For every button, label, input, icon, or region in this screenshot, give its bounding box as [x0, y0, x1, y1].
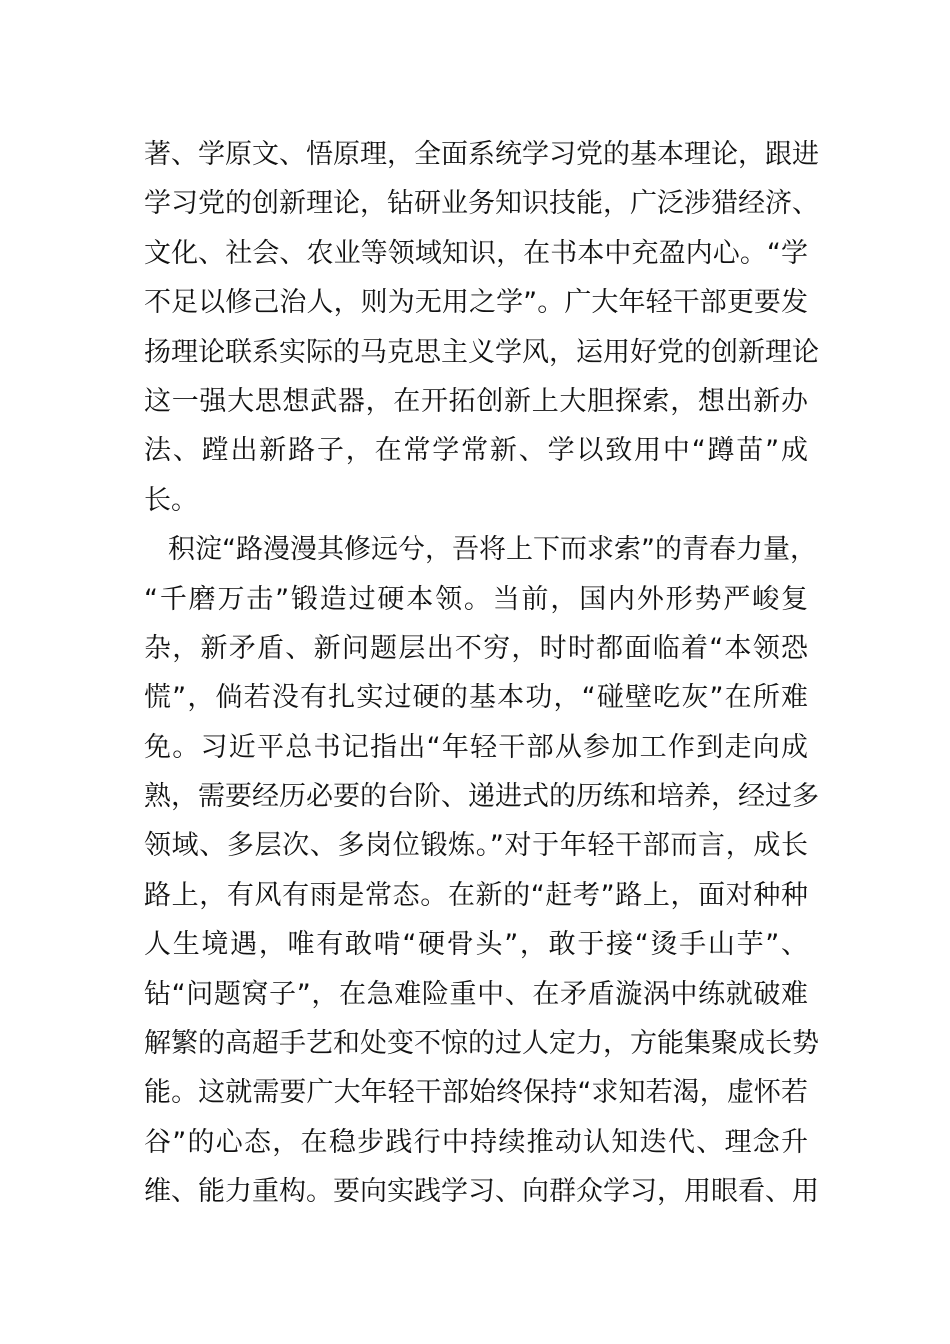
text-line: 这一强大思想武器，在开拓创新上大胆探索，想出新办: [144, 385, 808, 417]
text-line: 文化、社会、农业等领域知识，在书本中充盈内心。“学: [144, 237, 808, 269]
paragraph-practice: [144, 525, 819, 1216]
text-line: 学习党的创新理论，钻研业务知识技能，广泛涉猎经济、: [144, 188, 819, 220]
text-line: 法、蹚出新路子，在常学常新、学以致用中“蹲苗”成: [144, 435, 808, 467]
text-line: 免。习近平总书记指出“年轻干部从参加工作到走向成: [144, 731, 808, 763]
text-line: 杂，新矛盾、新问题层出不穷，时时都面临着“本领恐: [144, 632, 808, 664]
text-line: 扬理论联系实际的马克思主义学风，运用好党的创新理论: [144, 336, 819, 368]
text-line: 著、学原文、悟原理，全面系统学习党的基本理论，跟进: [144, 139, 819, 170]
text-line: 积淀“路漫漫其修远兮，吾将上下而求索”的青春力量，: [168, 534, 817, 566]
text-line: 路上，有风有雨是常态。在新的“赶考”路上，面对种种: [144, 879, 808, 911]
text-line: 钻“问题窝子”，在急难险重中、在矛盾漩涡中练就破难: [144, 978, 808, 1010]
text-line: 谷”的心态，在稳步践行中持续推动认知迭代、理念升: [144, 1126, 808, 1158]
text-line: 维、能力重构。要向实践学习、向群众学习，用眼看、用: [144, 1176, 819, 1208]
text-line: 不足以修己治人，则为无用之学”。广大年轻干部更要发: [144, 287, 808, 319]
body-text: [144, 130, 819, 1217]
text-line: 人生境遇，唯有敢啃“硬骨头”，敢于接“烫手山芋”、: [144, 929, 808, 961]
text-line: 领域、多层次、多岗位锻炼。”对于年轻干部而言，成长: [144, 830, 808, 862]
text-line: 熟，需要经历必要的台阶、递进式的历练和培养，经过多: [144, 781, 819, 813]
text-line: 慌”，倘若没有扎实过硬的基本功，“碰壁吃灰”在所难: [144, 682, 808, 714]
text-line: “千磨万击”锻造过硬本领。当前，国内外形势严峻复: [144, 583, 808, 615]
paragraph-study: [144, 130, 819, 525]
text-line: 长。: [144, 484, 198, 516]
text-line: 解繁的高超手艺和处变不惊的过人定力，方能集聚成长势: [144, 1028, 819, 1060]
text-line: 能。这就需要广大年轻干部始终保持“求知若渴，虚怀若: [144, 1077, 808, 1109]
